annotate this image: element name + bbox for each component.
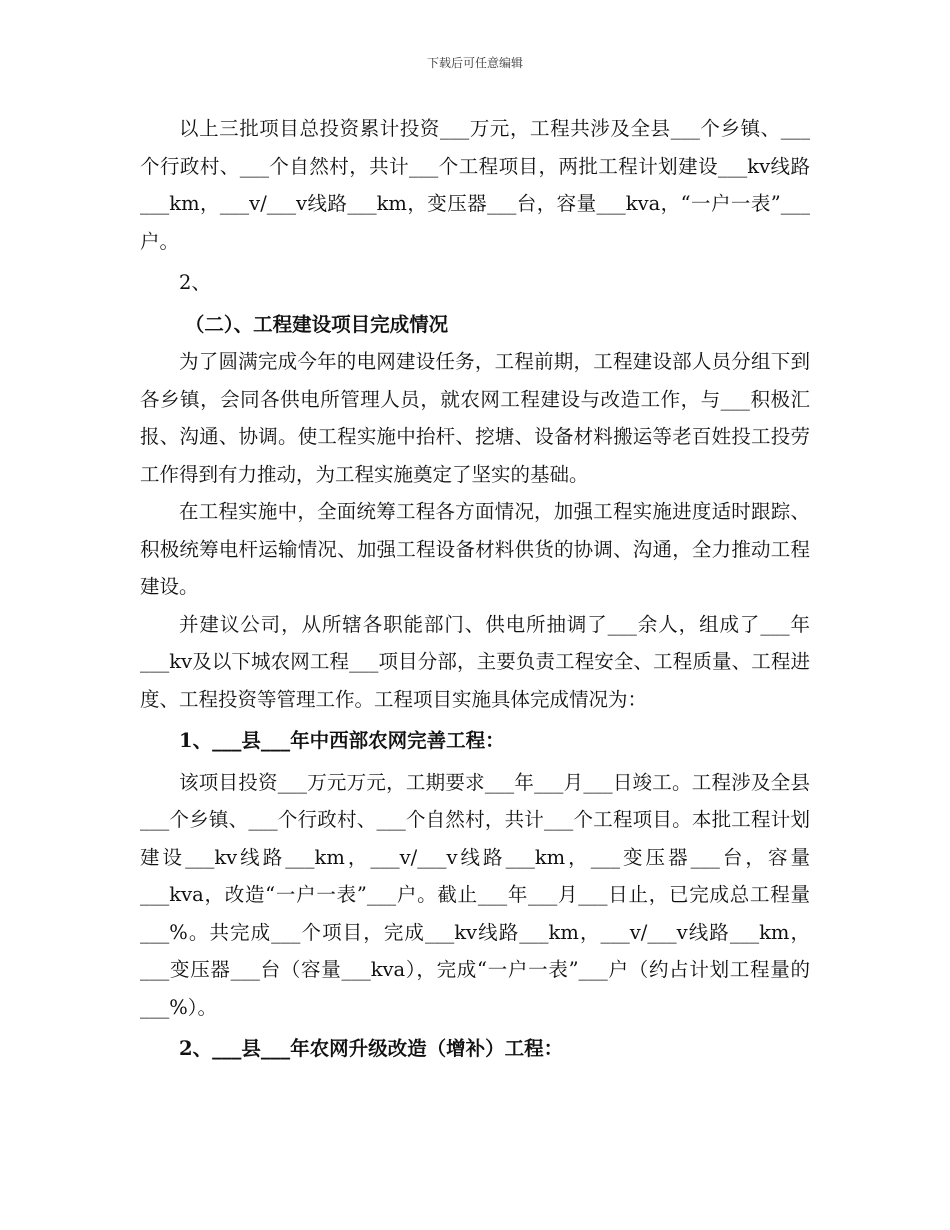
paragraph-implementation: 在工程实施中，全面统筹工程各方面情况，加强工程实施进度适时跟踪、积极统筹电杆运输情况、加强工程设备材料供货的协调、沟通，全力推动工程建设。 [140,500,810,598]
paragraph-preparation: 为了圆满完成今年的电网建设任务，工程前期，工程建设部人员分组下到各乡镇，会同各供电所管理人员，就农网工程建设与改造工作，与___积极汇报、沟通、协调。使工程实施中抬杆、挖塘、设备材料搬运等老百姓投工投劳工作得到有力推动，为工程实施奠定了坚实的基础。 [140,350,810,486]
document-body [140,110,810,1068]
subheading-project-2: 2、___县___年农网升级改造（增补）工程： [179,1037,564,1060]
section-heading-project-completion: （二）、工程建设项目完成情况 [184,312,449,336]
paragraph-project-department: 并建议公司，从所辖各职能部门、供电所抽调了___余人，组成了___年___kv及以下城农网工程___项目分部，主要负责工程安全、工程质量、工程进度、工程投资等管理工作。工程项目实施具体完成情况为： [140,612,810,711]
paragraph-project-1-details: 该项目投资___万元万元，工期要求___年___月___日竣工。工程涉及全县___个乡镇、___个行政村、___个自然村，共计___个工程项目。本批工程计划建设___kv线路___km，___v/___v线路___km，___变压器___台，容量___kva，改造“一户一表”___户。截止___年___月___日止，已完成总工程量___%。共完成___个项目，完成___kv线路___km，___v/___v线路___km，___变压器___台（容量___kva），完成“一户一表”___户（约占计划工程量的___%）。 [140,770,810,1019]
paragraph-investment-summary: 以上三批项目总投资累计投资___万元，工程共涉及全县___个乡镇、___个行政村、___个自然村，共计___个工程项目，两批工程计划建设___kv线路___km，___v/___v线路___km，变压器___台，容量___kva，“一户一表”___户。 [140,117,810,253]
paragraph-item-2: 2、 [179,271,211,294]
page-header: 下载后可任意编辑 [426,56,523,70]
subheading-project-1: 1、___县___年中西部农网完善工程： [179,729,505,752]
